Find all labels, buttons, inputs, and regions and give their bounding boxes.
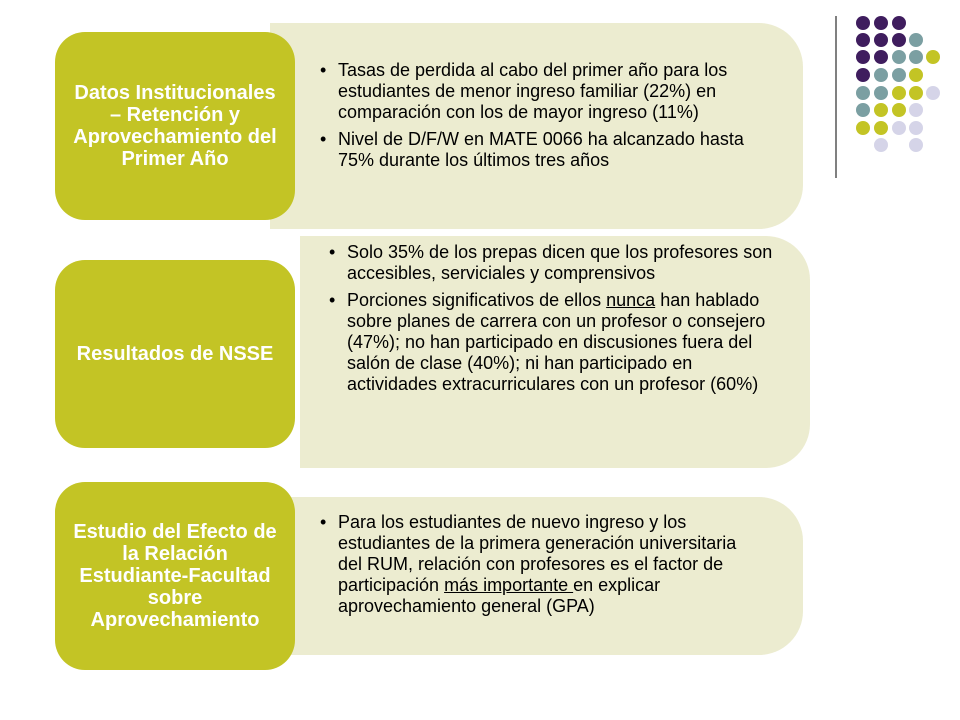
- dot: [892, 16, 906, 30]
- bullet-text: en explicar aprovechamiento general (GPA): [338, 575, 661, 616]
- dot: [909, 50, 923, 64]
- dot: [892, 86, 906, 100]
- dot: [874, 121, 888, 135]
- bullet-item: • Tasas de perdida al cabo del primer año para los estudiantes de menor ingreso familiar (22%) en comparación con los de mayor ingreso (11%): [318, 60, 773, 123]
- bullet-list: [318, 60, 773, 171]
- dot: [874, 68, 888, 82]
- dot: [892, 121, 906, 135]
- bullet-item: • Solo 35% de los prepas dicen que los profesores son accesibles, serviciales y comprensivos: [327, 242, 784, 284]
- bullet-text: Para los estudiantes de nuevo ingreso y los estudiantes de la primera generación universitaria del RUM, relación con profesores es el factor de participación: [338, 512, 737, 595]
- dot: [874, 33, 888, 47]
- bullet-text: han hablado sobre planes de carrera con un profesor o consejero (47%); no han participado en discusiones fuera del salón de clase (40%); ni han participado en actividades extracurriculares con un profesor (60%): [347, 290, 766, 394]
- content-panel-1: [270, 23, 803, 229]
- dot: [856, 16, 870, 30]
- dot: [856, 121, 870, 135]
- decorative-divider-line: [835, 16, 837, 178]
- dot: [909, 86, 923, 100]
- dot: [874, 50, 888, 64]
- dot: [926, 86, 940, 100]
- dot: [926, 50, 940, 64]
- bullet-item: • Nivel de D/F/W en MATE 0066 ha alcanzado hasta 75% durante los últimos tres años: [318, 129, 773, 171]
- dot: [909, 33, 923, 47]
- dot: [856, 103, 870, 117]
- bullet-item: [327, 290, 784, 395]
- bullet-item: [318, 512, 763, 617]
- dot: [909, 103, 923, 117]
- dot: [874, 86, 888, 100]
- dot: [874, 138, 888, 152]
- dot: [909, 121, 923, 135]
- bullet-list: [318, 512, 763, 617]
- dot: [892, 33, 906, 47]
- dot: [856, 33, 870, 47]
- dot: [856, 50, 870, 64]
- dot: [892, 103, 906, 117]
- emphasis-text: nunca: [606, 290, 656, 310]
- dot: [874, 16, 888, 30]
- dot: [856, 68, 870, 82]
- bullet-list: [327, 242, 784, 395]
- dot: [909, 68, 923, 82]
- emphasis-text: más importante: [444, 575, 574, 595]
- content-panel-2: [300, 236, 810, 468]
- bullet-text: Porciones significativos de ellos: [347, 290, 607, 310]
- dot: [892, 68, 906, 82]
- section-label-3: Estudio del Efecto de la Relación Estudiante-Facultad sobre Aprovechamiento: [55, 482, 295, 670]
- dot: [874, 103, 888, 117]
- section-label-2: Resultados de NSSE: [55, 260, 295, 448]
- section-label-1: Datos Institucionales – Retención y Aprovechamiento del Primer Año: [55, 32, 295, 220]
- content-panel-3: [270, 497, 803, 655]
- dot: [856, 86, 870, 100]
- dot: [892, 50, 906, 64]
- dot: [909, 138, 923, 152]
